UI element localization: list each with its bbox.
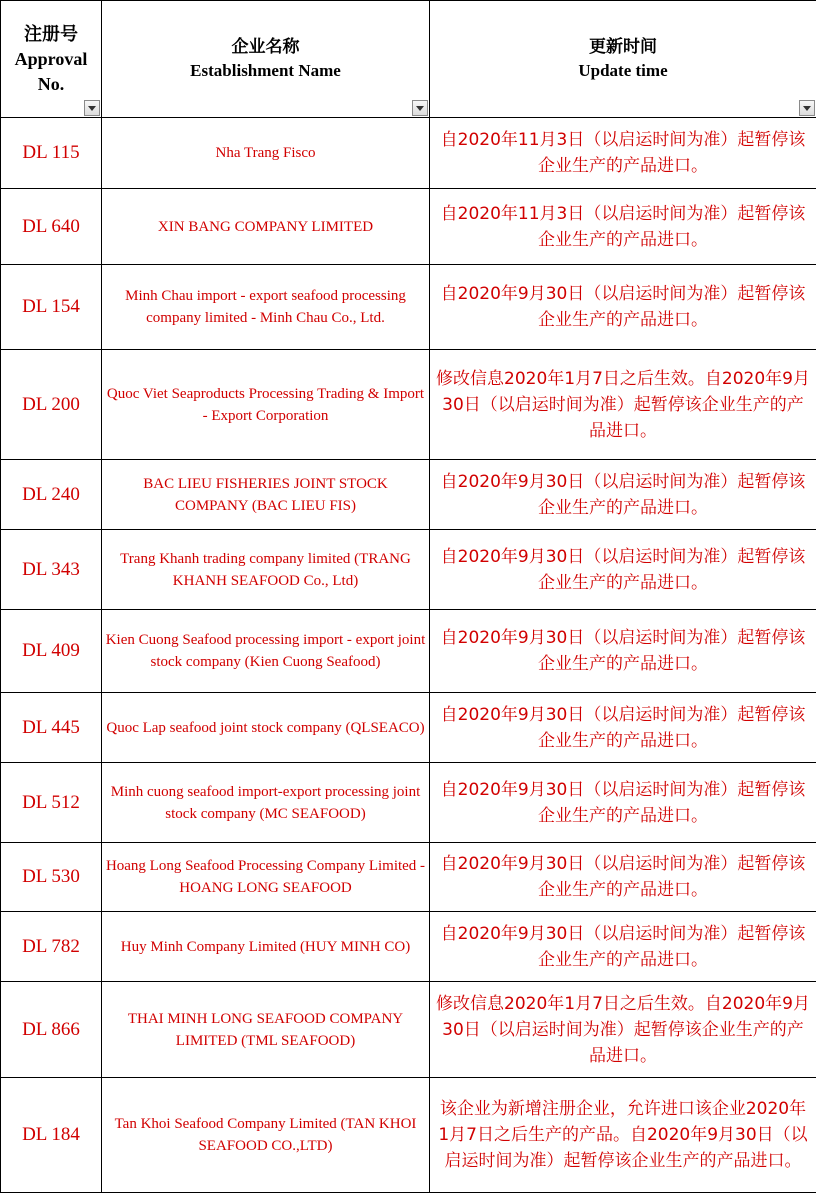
table-row	[1, 1078, 816, 1193]
approval-no-cell: DL 240	[1, 460, 102, 530]
header-establishment-name-cn: 企业名称	[231, 37, 300, 57]
approval-no-cell: DL 200	[1, 350, 102, 460]
header-update-time-cn: 更新时间	[589, 37, 657, 57]
table-row	[1, 530, 816, 610]
update-time-cell: 修改信息2020年1月7日之后生效。自2020年9月30日（以启运时间为准）起暂停该企业生产的产品进口。	[430, 982, 816, 1078]
update-time-cell: 自2020年9月30日（以启运时间为准）起暂停该企业生产的产品进口。	[430, 265, 816, 350]
table-row	[1, 982, 816, 1078]
filter-dropdown-icon[interactable]	[799, 100, 815, 116]
update-time-cell: 自2020年9月30日（以启运时间为准）起暂停该企业生产的产品进口。	[430, 763, 816, 843]
header-update-time	[430, 1, 816, 118]
header-approval-no-cn: 注册号	[24, 23, 78, 45]
table-row	[1, 265, 816, 350]
establishment-name-cell: Quoc Viet Seaproducts Processing Trading & Import - Export Corporation	[102, 350, 430, 460]
update-time-cell: 自2020年11月3日（以启运时间为准）起暂停该企业生产的产品进口。	[430, 118, 816, 189]
table-row	[1, 843, 816, 912]
table-row	[1, 763, 816, 843]
approval-no-cell: DL 640	[1, 189, 102, 265]
update-time-cell: 自2020年9月30日（以启运时间为准）起暂停该企业生产的产品进口。	[430, 530, 816, 610]
establishment-name-cell: Quoc Lap seafood joint stock company (QLSEACO)	[102, 693, 430, 763]
approval-no-cell: DL 530	[1, 843, 102, 912]
approval-no-cell: DL 866	[1, 982, 102, 1078]
filter-dropdown-icon[interactable]	[412, 100, 428, 116]
update-time-cell: 修改信息2020年1月7日之后生效。自2020年9月30日（以启运时间为准）起暂停该企业生产的产品进口。	[430, 350, 816, 460]
establishment-name-cell: Huy Minh Company Limited (HUY MINH CO)	[102, 912, 430, 982]
table-row	[1, 189, 816, 265]
establishment-name-cell: Minh Chau import - export seafood processing company limited - Minh Chau Co., Ltd.	[102, 265, 430, 350]
approval-no-cell: DL 782	[1, 912, 102, 982]
header-establishment-name	[102, 1, 430, 118]
update-time-cell: 自2020年9月30日（以启运时间为准）起暂停该企业生产的产品进口。	[430, 460, 816, 530]
update-time-cell: 自2020年9月30日（以启运时间为准）起暂停该企业生产的产品进口。	[430, 912, 816, 982]
table-row	[1, 460, 816, 530]
approval-no-cell: DL 184	[1, 1078, 102, 1193]
table-row	[1, 610, 816, 693]
filter-dropdown-icon[interactable]	[84, 100, 100, 116]
establishment-name-cell: XIN BANG COMPANY LIMITED	[102, 189, 430, 265]
approval-no-cell: DL 409	[1, 610, 102, 693]
establishment-name-cell: Minh cuong seafood import-export processing joint stock company (MC SEAFOOD)	[102, 763, 430, 843]
header-approval-no	[1, 1, 102, 118]
update-time-cell: 自2020年9月30日（以启运时间为准）起暂停该企业生产的产品进口。	[430, 693, 816, 763]
update-time-cell: 自2020年11月3日（以启运时间为准）起暂停该企业生产的产品进口。	[430, 189, 816, 265]
establishment-name-cell: THAI MINH LONG SEAFOOD COMPANY LIMITED (TML SEAFOOD)	[102, 982, 430, 1078]
approval-no-cell: DL 343	[1, 530, 102, 610]
table-row	[1, 693, 816, 763]
header-update-time-en: Update time	[578, 61, 668, 80]
approval-no-cell: DL 115	[1, 118, 102, 189]
header-establishment-name-en: Establishment Name	[190, 61, 341, 80]
update-time-cell: 自2020年9月30日（以启运时间为准）起暂停该企业生产的产品进口。	[430, 843, 816, 912]
approval-no-cell: DL 154	[1, 265, 102, 350]
table-row	[1, 350, 816, 460]
establishment-name-cell: Kien Cuong Seafood processing import - export joint stock company (Kien Cuong Seafood)	[102, 610, 430, 693]
establishment-name-cell: Hoang Long Seafood Processing Company Limited - HOANG LONG SEAFOOD	[102, 843, 430, 912]
establishment-name-cell: Nha Trang Fisco	[102, 118, 430, 189]
update-time-cell: 自2020年9月30日（以启运时间为准）起暂停该企业生产的产品进口。	[430, 610, 816, 693]
table-row	[1, 118, 816, 189]
establishment-name-cell: BAC LIEU FISHERIES JOINT STOCK COMPANY (BAC LIEU FIS)	[102, 460, 430, 530]
header-approval-no-en2: No.	[37, 73, 65, 94]
header-approval-no-en1: Approval	[14, 48, 88, 69]
update-time-cell: 该企业为新增注册企业，允许进口该企业2020年1月7日之后生产的产品。自2020年9月30日（以启运时间为准）起暂停该企业生产的产品进口。	[430, 1078, 816, 1193]
establishment-name-cell: Trang Khanh trading company limited (TRANG KHANH SEAFOOD Co., Ltd)	[102, 530, 430, 610]
table-row	[1, 912, 816, 982]
establishment-name-cell: Tan Khoi Seafood Company Limited (TAN KHOI SEAFOOD CO.,LTD)	[102, 1078, 430, 1193]
approval-no-cell: DL 512	[1, 763, 102, 843]
approval-no-cell: DL 445	[1, 693, 102, 763]
